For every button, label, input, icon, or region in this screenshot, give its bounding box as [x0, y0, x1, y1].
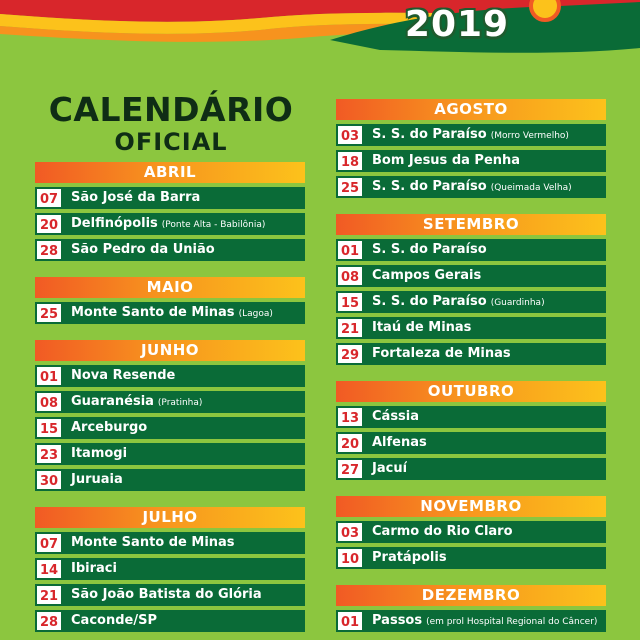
left-column	[35, 162, 305, 640]
event-row	[35, 239, 305, 261]
event-day: 25	[336, 176, 364, 198]
page-title	[34, 92, 308, 156]
event-day: 08	[35, 391, 63, 413]
right-column	[336, 99, 606, 640]
event-row	[336, 521, 606, 543]
event-place	[364, 343, 511, 365]
event-row	[35, 365, 305, 387]
event-place-name: Juruaia	[71, 472, 123, 487]
event-place-name: Itaú de Minas	[372, 320, 472, 335]
event-place-name: Nova Resende	[71, 368, 176, 383]
event-place	[364, 317, 471, 339]
event-day: 21	[35, 584, 63, 606]
event-place	[364, 176, 572, 198]
month-block-maio	[35, 277, 305, 324]
event-place-name: São José da Barra	[71, 190, 201, 205]
event-place	[63, 365, 175, 387]
event-place	[63, 469, 123, 491]
event-place-name: Campos Gerais	[372, 268, 482, 283]
event-place	[63, 213, 265, 235]
event-note: (Lagoa)	[238, 309, 273, 319]
event-day: 27	[336, 458, 364, 480]
event-row	[336, 176, 606, 198]
event-day: 07	[35, 532, 63, 554]
event-place	[364, 521, 513, 543]
event-place-name: Monte Santo de Minas	[71, 305, 235, 320]
month-header: MAIO	[35, 277, 305, 298]
event-note: (Ponte Alta - Babilônia)	[161, 220, 266, 230]
month-header: NOVEMBRO	[336, 496, 606, 517]
event-place-name: São João Batista do Glória	[71, 587, 262, 602]
event-note: (Pratinha)	[157, 398, 203, 408]
event-day: 30	[35, 469, 63, 491]
event-row	[35, 469, 305, 491]
event-place	[364, 124, 569, 146]
banner-graphic	[0, 0, 640, 60]
event-row	[336, 343, 606, 365]
event-place-name: S. S. do Paraíso	[372, 127, 487, 142]
event-place	[63, 558, 117, 580]
event-place-name: Monte Santo de Minas	[71, 535, 235, 550]
month-block-dezembro	[336, 585, 606, 632]
event-place	[63, 610, 157, 632]
event-row	[336, 265, 606, 287]
event-day: 20	[336, 432, 364, 454]
event-day: 20	[35, 213, 63, 235]
event-place-name: Bom Jesus da Penha	[372, 153, 521, 168]
event-row	[35, 610, 305, 632]
event-place-name: Delfinópolis	[71, 216, 158, 231]
event-row	[35, 213, 305, 235]
event-place	[63, 417, 147, 439]
event-note: (Queimada Velha)	[490, 183, 572, 193]
title-line-1: CALENDÁRIO	[48, 90, 294, 129]
month-block-agosto	[336, 99, 606, 198]
event-place	[364, 291, 545, 313]
event-day: 29	[336, 343, 364, 365]
event-row	[35, 302, 305, 324]
event-place-name: Alfenas	[372, 435, 427, 450]
event-place-name: Itamogi	[71, 446, 128, 461]
event-place-name: Arceburgo	[71, 420, 148, 435]
event-row	[35, 417, 305, 439]
event-row	[336, 291, 606, 313]
event-row	[336, 239, 606, 261]
event-place	[364, 458, 407, 480]
event-day: 08	[336, 265, 364, 287]
event-row	[35, 532, 305, 554]
month-header: JULHO	[35, 507, 305, 528]
event-place-name: Ibiraci	[71, 561, 117, 576]
event-place-name: S. S. do Paraíso	[372, 179, 487, 194]
month-header: JUNHO	[35, 340, 305, 361]
month-block-junho	[35, 340, 305, 491]
event-place	[364, 610, 597, 632]
month-header: SETEMBRO	[336, 214, 606, 235]
event-place	[63, 187, 200, 209]
event-day: 15	[336, 291, 364, 313]
event-place-name: S. S. do Paraíso	[372, 242, 487, 257]
event-place-name: Pratápolis	[372, 550, 447, 565]
event-row	[35, 443, 305, 465]
event-day: 01	[336, 239, 364, 261]
year-label: 2019	[404, 4, 510, 45]
event-row	[336, 458, 606, 480]
month-block-novembro	[336, 496, 606, 569]
event-place	[364, 265, 481, 287]
event-place	[364, 547, 447, 569]
event-place	[364, 406, 419, 428]
top-banner	[0, 0, 640, 60]
event-row	[35, 558, 305, 580]
event-row	[35, 187, 305, 209]
event-day: 01	[35, 365, 63, 387]
event-day: 03	[336, 521, 364, 543]
event-row	[336, 124, 606, 146]
month-header: AGOSTO	[336, 99, 606, 120]
event-row	[336, 150, 606, 172]
event-day: 10	[336, 547, 364, 569]
event-place	[63, 302, 273, 324]
event-place	[63, 239, 215, 261]
title-line-2: OFICIAL	[114, 128, 228, 156]
event-place	[364, 150, 520, 172]
event-place	[364, 432, 427, 454]
event-place	[63, 532, 235, 554]
month-header: OUTUBRO	[336, 381, 606, 402]
event-row	[336, 317, 606, 339]
event-note: (em prol Hospital Regional do Câncer)	[426, 617, 598, 627]
event-day: 14	[35, 558, 63, 580]
event-day: 01	[336, 610, 364, 632]
event-day: 21	[336, 317, 364, 339]
month-block-abril	[35, 162, 305, 261]
event-row	[35, 391, 305, 413]
event-note: (Guardinha)	[490, 298, 545, 308]
event-place-name: Carmo do Rio Claro	[372, 524, 513, 539]
event-place-name: Fortaleza de Minas	[372, 346, 511, 361]
event-row	[336, 547, 606, 569]
event-place	[364, 239, 487, 261]
event-place-name: Passos	[372, 613, 423, 628]
event-day: 25	[35, 302, 63, 324]
event-place-name: São Pedro da União	[71, 242, 215, 257]
event-day: 13	[336, 406, 364, 428]
event-row	[336, 610, 606, 632]
event-day: 28	[35, 610, 63, 632]
event-place-name: S. S. do Paraíso	[372, 294, 487, 309]
month-header: ABRIL	[35, 162, 305, 183]
month-block-setembro	[336, 214, 606, 365]
event-note: (Morro Vermelho)	[490, 131, 569, 141]
event-place	[63, 584, 262, 606]
month-block-outubro	[336, 381, 606, 480]
month-block-julho	[35, 507, 305, 632]
event-row	[336, 432, 606, 454]
event-place-name: Jacuí	[372, 461, 408, 476]
event-day: 03	[336, 124, 364, 146]
event-day: 07	[35, 187, 63, 209]
event-place	[63, 391, 202, 413]
event-place	[63, 443, 127, 465]
event-row	[336, 406, 606, 428]
event-day: 18	[336, 150, 364, 172]
event-day: 28	[35, 239, 63, 261]
event-place-name: Caconde/SP	[71, 613, 157, 628]
event-place-name: Cássia	[372, 409, 420, 424]
event-place-name: Guaranésia	[71, 394, 154, 409]
event-day: 15	[35, 417, 63, 439]
event-row	[35, 584, 305, 606]
month-header: DEZEMBRO	[336, 585, 606, 606]
event-day: 23	[35, 443, 63, 465]
